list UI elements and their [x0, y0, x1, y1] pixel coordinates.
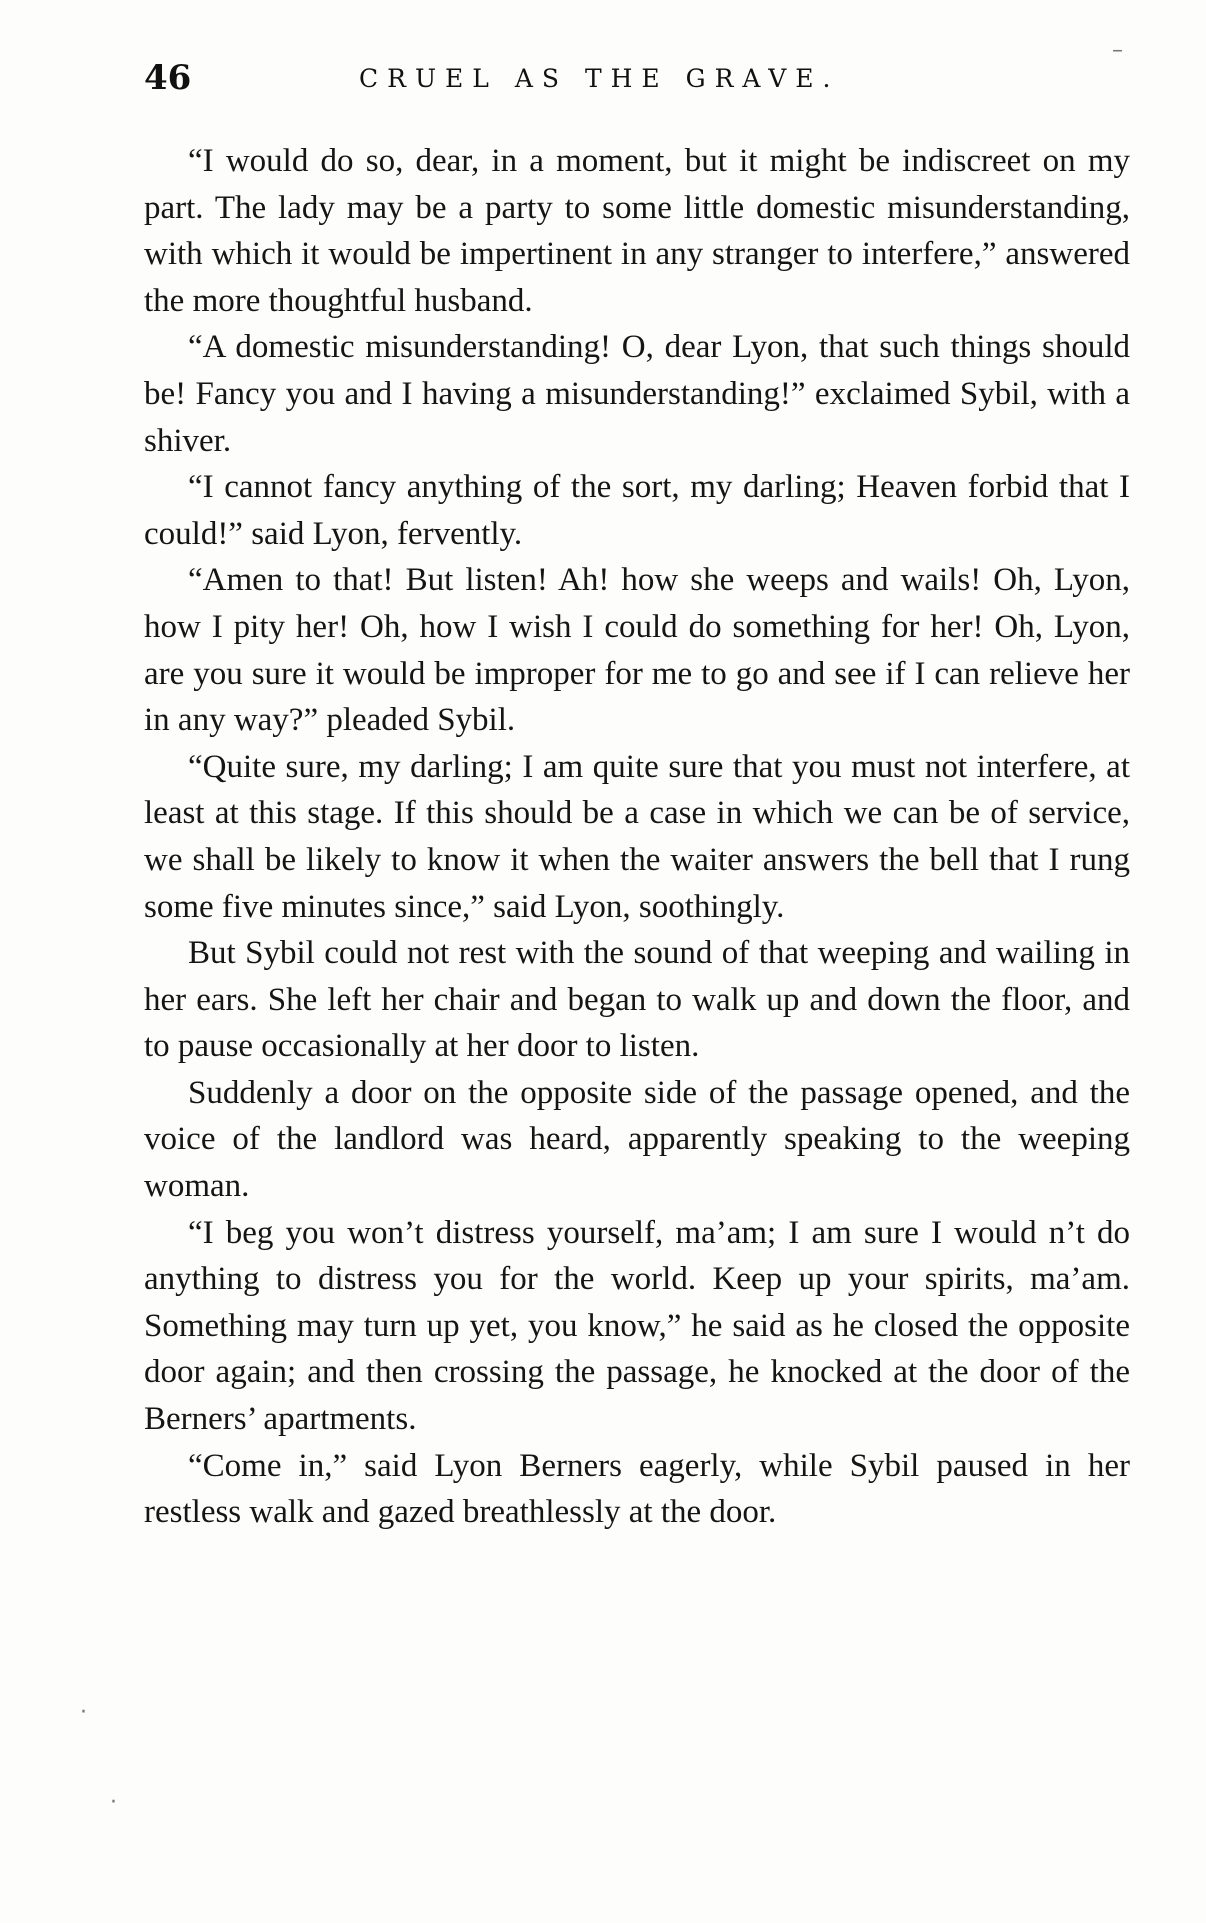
paragraph-6: But Sybil could not rest with the sound of that weeping and wailing in her ears. She left her chair and began to walk up and down the floor, and to pause occasionally at her door to listen.: [144, 935, 1130, 1065]
scan-mark: ·: [110, 1790, 117, 1815]
running-title: CRUEL AS THE GRAVE.: [359, 64, 840, 93]
paragraph-8: “I beg you won’t distress yourself, ma’am; I am sure I would n’t do anything to distress you for the world. Keep up your spirits, ma’am. Something may turn up yet, you know,” he said as he closed the opposite door again; and then crossing the passage, he knocked at the door of the Berners’ apartments.: [144, 1214, 1130, 1438]
paragraph-9: “Come in,” said Lyon Berners eagerly, while Sybil paused in her restless walk and gazed breathlessly at the door.: [144, 1447, 1130, 1531]
paragraph-7: Suddenly a door on the opposite side of the passage opened, and the voice of the landlord was heard, apparently speaking to the weeping woman.: [144, 1074, 1130, 1205]
scan-mark: ·: [80, 1700, 87, 1725]
paragraph-1: “I would do so, dear, in a moment, but it might be indiscreet on my part. The lady may be a party to some little domestic misunderstanding, with which it would be impertinent in any stranger to interfere,” answered the more thoughtful husband.: [144, 143, 1130, 319]
page-number: 46: [144, 58, 192, 98]
paragraph-2: “A domestic misunderstanding! O, dear Lyon, that such things should be! Fancy you and I having a misunderstanding!” exclaimed Sybil, with a shiver.: [144, 329, 1130, 459]
page-header: [144, 58, 1144, 98]
scan-mark: –: [1112, 38, 1123, 63]
body-text: [144, 138, 1130, 1536]
paragraph-4: “Amen to that! But listen! Ah! how she weeps and wails! Oh, Lyon, how I pity her! Oh, how I wish I could do something for her! Oh, Lyon, are you sure it would be improper for me to go and see if I can relieve her in any way?” pleaded Sybil.: [144, 562, 1130, 739]
paragraph-5: “Quite sure, my darling; I am quite sure that you must not interfere, at least at this stage. If this should be a case in which we can be of service, we shall be likely to know it when the waiter answers the bell that I rung some five minutes since,” said Lyon, soothingly.: [144, 748, 1130, 925]
paragraph-3: “I cannot fancy anything of the sort, my darling; Heaven forbid that I could!” said Lyon, fervently.: [144, 469, 1130, 552]
